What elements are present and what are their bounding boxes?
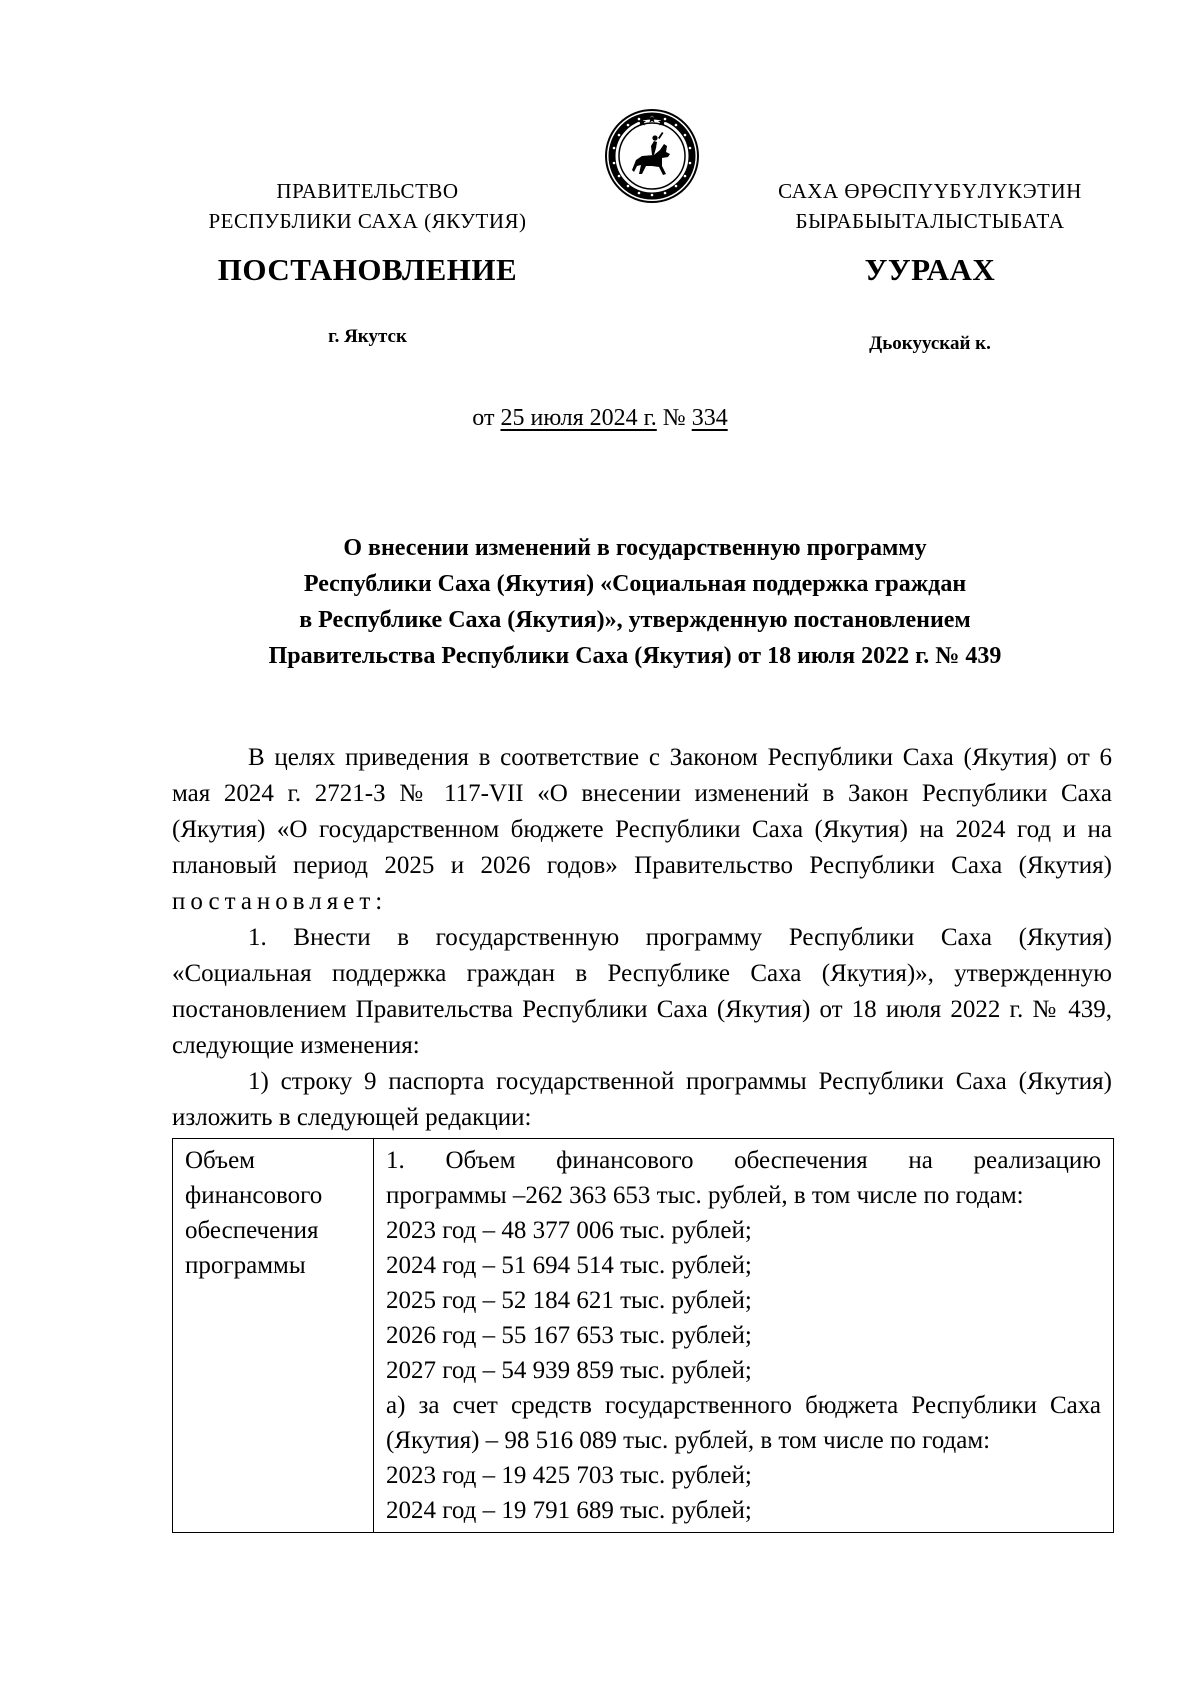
table-row [173, 1139, 1114, 1533]
org-name-ru [175, 176, 560, 236]
total-financing-line2: программы –262 363 653 тыс. рублей, в том числе по годам: [386, 1182, 1024, 1209]
org-name-sakha [745, 176, 1115, 236]
org-name-ru-line1: ПРАВИТЕЛЬСТВО [276, 179, 459, 203]
city-sakha: Дьокуускай к. [869, 333, 991, 354]
republic-emblem-icon [604, 108, 700, 204]
preamble-paragraph [172, 740, 1112, 920]
doc-type-ru: ПОСТАНОВЛЕНИЕ [217, 252, 518, 287]
total-financing-line1: 1. Объем финансового обеспечения на реализацию [386, 1147, 1101, 1174]
passport-label-cell [173, 1139, 374, 1533]
document-number: 334 [691, 405, 728, 431]
title-line: Республики Саха (Якутия) «Социальная поддержка граждан [303, 571, 967, 597]
label-line: Объем [185, 1147, 255, 1174]
resolution-verb: постановляет: [172, 888, 388, 915]
date-prefix: от [472, 405, 501, 431]
year-total-line: 2023 год – 48 377 006 тыс. рублей; [386, 1217, 752, 1244]
passport-value-cell [374, 1139, 1114, 1533]
year-budget-line: 2024 год – 19 791 689 тыс. рублей; [386, 1497, 752, 1524]
item-1-1-paragraph: 1) строку 9 паспорта государственной программы Республики Саха (Якутия) изложить в следующей редакции: [172, 1068, 1112, 1131]
title-line: О внесении изменений в государственную программу [343, 535, 927, 561]
item-1-paragraph: 1. Внести в государственную программу Республики Саха (Якутия) «Социальная поддержка граждан в Республике Саха (Якутия)», утвержденную постановлением Правительства Республики Саха (Якутия) от 18 июля 2022 г. № 439, следующие изменения: [172, 924, 1112, 1059]
year-total-line: 2026 год – 55 167 653 тыс. рублей; [386, 1322, 752, 1349]
org-name-sakha-line1: САХА ӨРӨСПҮҮБҮЛҮКЭТИН [778, 179, 1082, 203]
year-budget-line: 2023 год – 19 425 703 тыс. рублей; [386, 1462, 752, 1489]
year-total-line: 2025 год – 52 184 621 тыс. рублей; [386, 1287, 752, 1314]
number-sign: № [656, 405, 692, 431]
org-name-ru-line2: РЕСПУБЛИКИ САХА (ЯКУТИЯ) [208, 209, 527, 233]
document-date: 25 июля 2024 г. [500, 405, 657, 431]
label-line: программы [185, 1252, 306, 1279]
org-name-sakha-line2: БЫРАБЫЫТАЛЫСТЫБАТА [795, 209, 1065, 233]
label-line: финансового [185, 1182, 323, 1209]
date-number-line [0, 405, 1200, 432]
title-line: Правительства Республики Саха (Якутия) от 18 июля 2022 г. № 439 [268, 643, 1002, 669]
city-ru: г. Якутск [328, 326, 407, 347]
preamble-text: В целях приведения в соответствие с Законом Республики Саха (Якутия) от 6 мая 2024 г. 2721-З № 117-VII «О внесении изменений в Закон Республики Саха (Якутия) «О государственном бюджете Республики Саха (Якутия) на 2024 год и на плановый период 2025 и 2026 годов» Правительство Республики Саха (Якутия) [172, 744, 1112, 879]
doc-type-sakha: УУРААХ [864, 252, 996, 287]
year-total-line: 2024 год – 51 694 514 тыс. рублей; [386, 1252, 752, 1279]
document-title [170, 530, 1100, 674]
title-line: в Республике Саха (Якутия)», утвержденную постановлением [299, 607, 971, 633]
budget-financing-text: а) за счет средств государственного бюджета Республики Саха (Якутия) – 98 516 089 тыс. рублей, в том числе по годам: [386, 1392, 1101, 1454]
year-total-line: 2027 год – 54 939 859 тыс. рублей; [386, 1357, 752, 1384]
label-line: обеспечения [185, 1217, 319, 1244]
passport-table [172, 1138, 1114, 1533]
